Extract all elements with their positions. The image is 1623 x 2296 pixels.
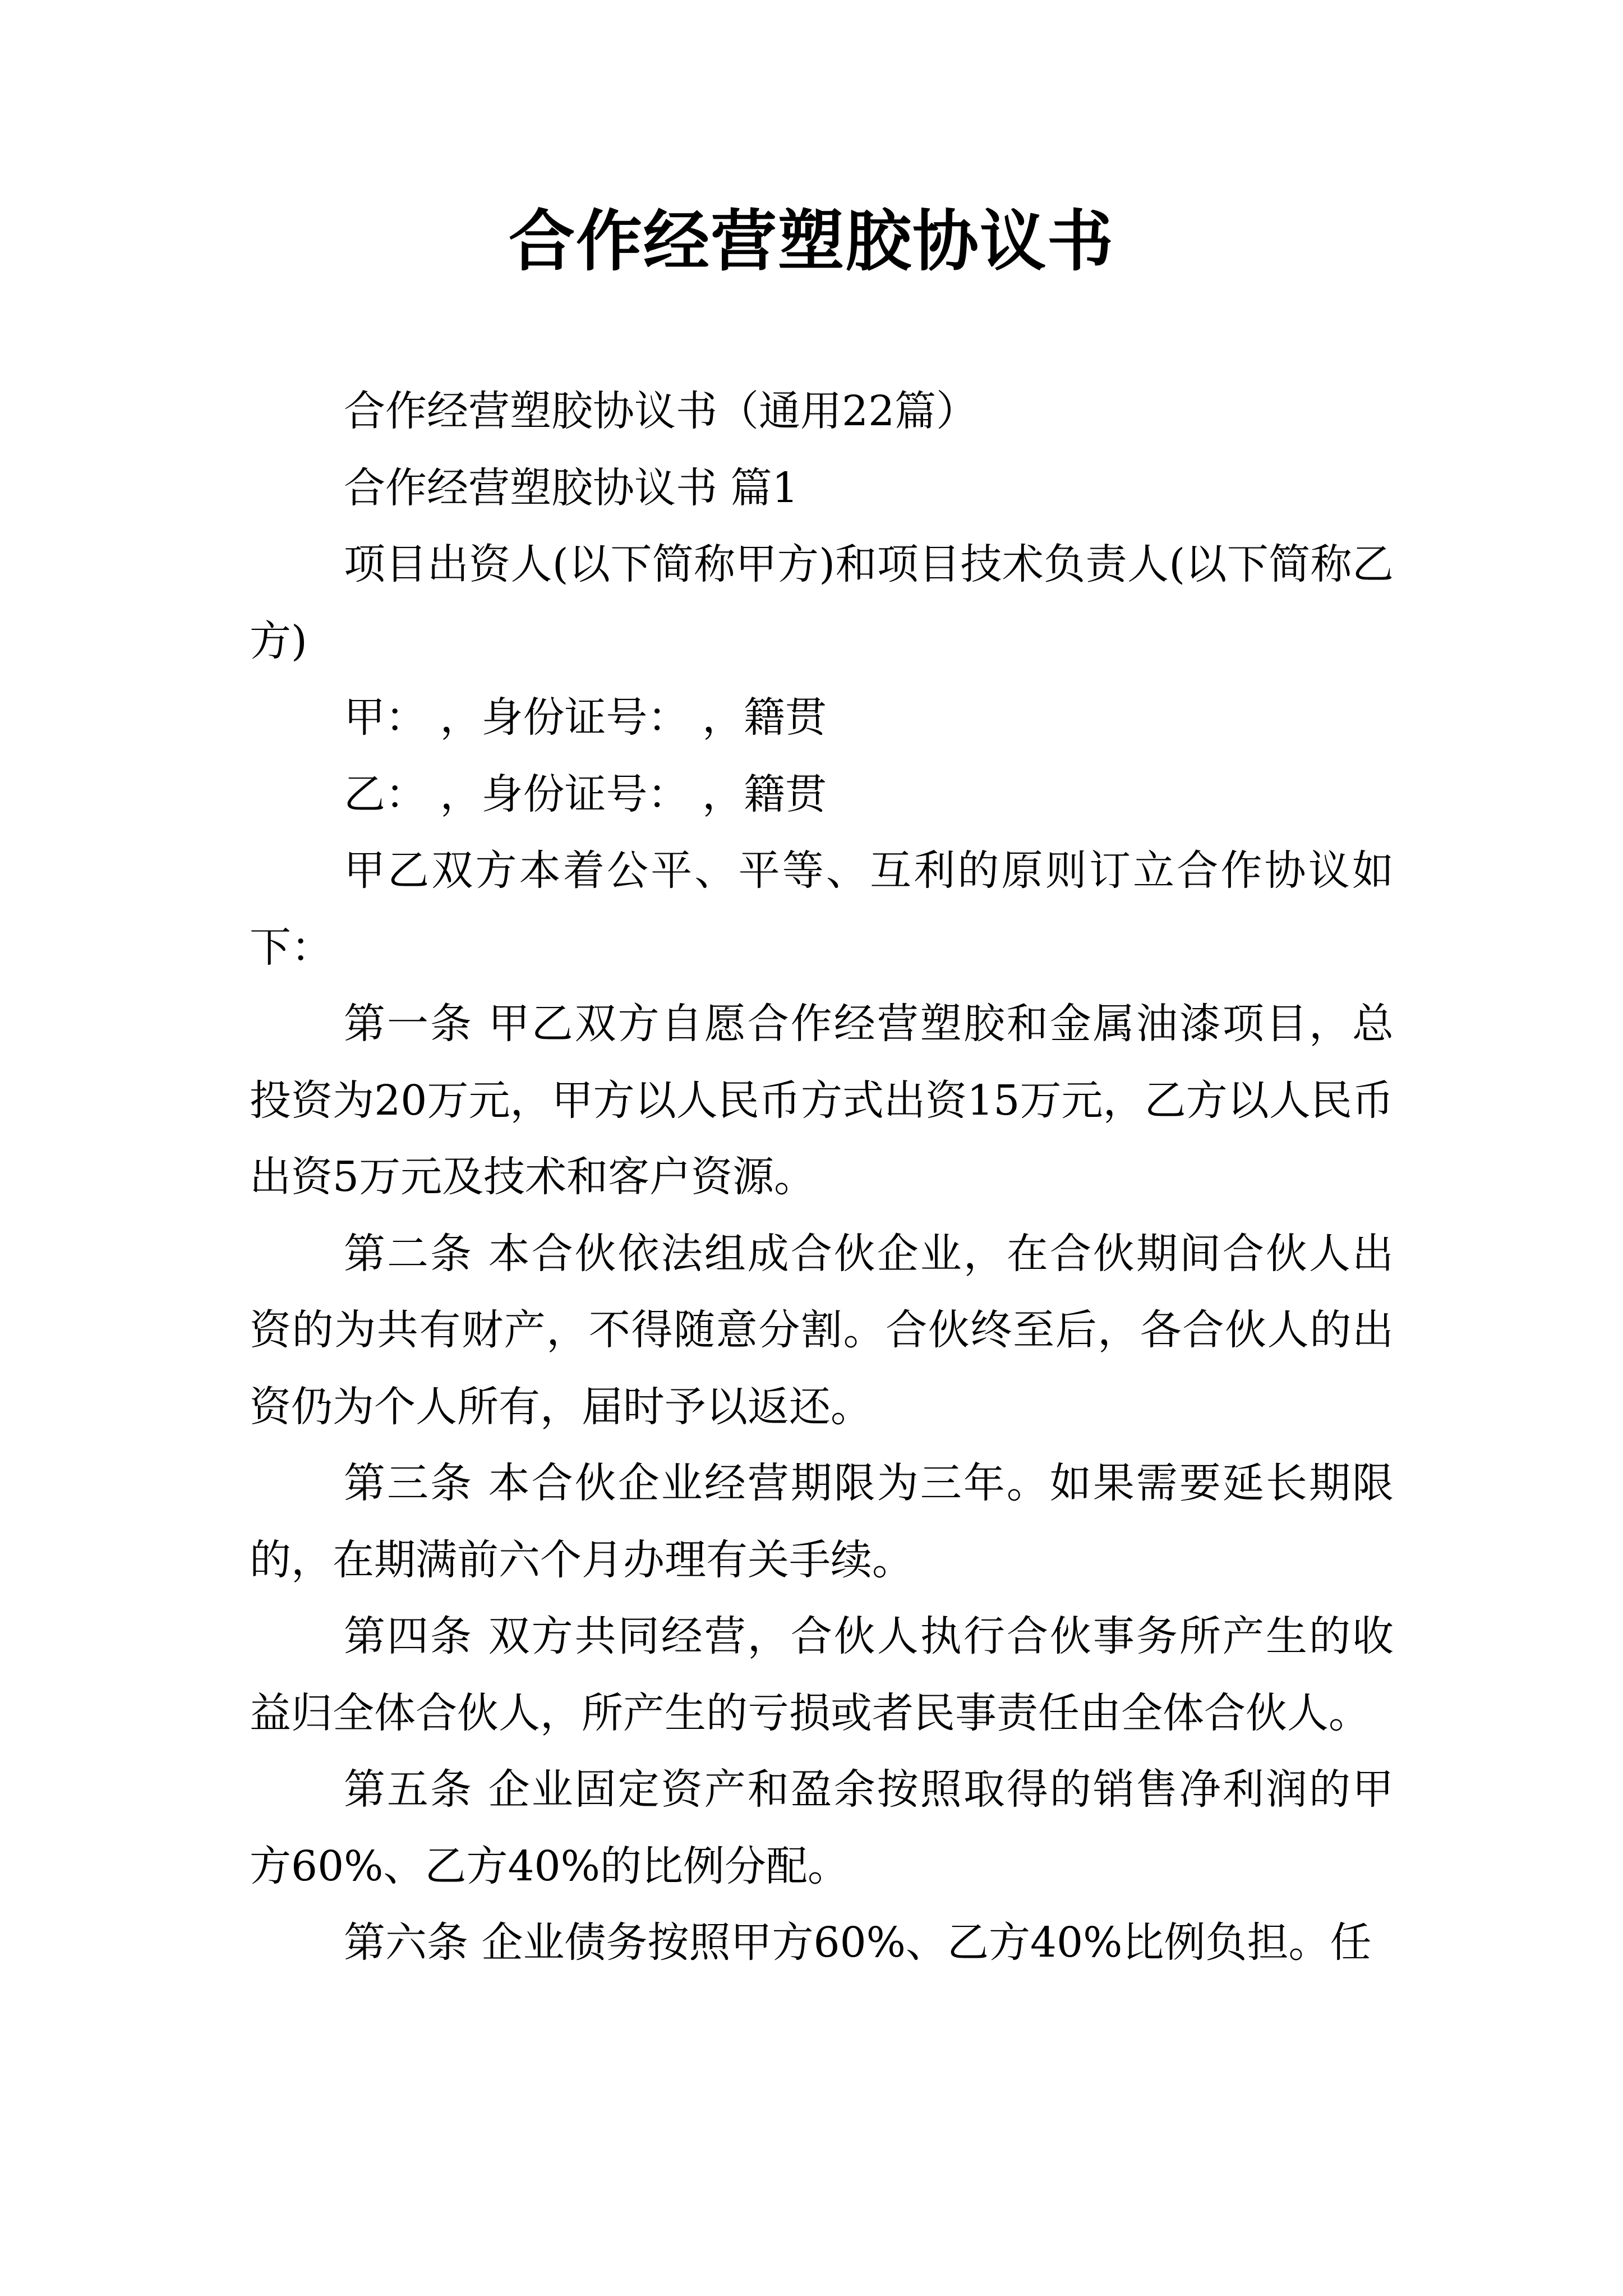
paragraph-parties-intro: 项目出资人(以下简称甲方)和项目技术负责人(以下简称乙方) xyxy=(250,540,1394,665)
document-body xyxy=(250,373,1394,1981)
paragraph-chapter-heading: 合作经营塑胶协议书 篇1 xyxy=(344,463,799,512)
paragraph-subtitle: 合作经营塑胶协议书（通用22篇） xyxy=(344,387,978,435)
paragraph-article-3: 第三条 本合伙企业经营期限为三年。如果需要延长期限的，在期满前六个月办理有关手续。 xyxy=(250,1459,1394,1584)
paragraph-article-2: 第二条 本合伙依法组成合伙企业，在合伙期间合伙人出资的为共有财产，不得随意分割。合伙终至后，各合伙人的出资仍为个人所有，届时予以返还。 xyxy=(250,1229,1394,1431)
paragraph-article-4: 第四条 双方共同经营，合伙人执行合伙事务所产生的收益归全体合伙人，所产生的亏损或者民事责任由全体合伙人。 xyxy=(250,1612,1394,1737)
paragraph-party-b: 乙： ，身份证号： ，籍贯 xyxy=(344,770,827,818)
paragraph-article-1: 第一条 甲乙双方自愿合作经营塑胶和金属油漆项目，总投资为20万元，甲方以人民币方式出资15万元，乙方以人民币出资5万元及技术和客户资源。 xyxy=(250,1000,1394,1201)
paragraph-article-5: 第五条 企业固定资产和盈余按照取得的销售净利润的甲方60%、乙方40%的比例分配。 xyxy=(250,1765,1394,1890)
paragraph-party-a: 甲： ，身份证号： ，籍贯 xyxy=(344,693,827,742)
paragraph-agreement-intro: 甲乙双方本着公平、平等、互利的原则订立合作协议如下： xyxy=(250,846,1394,972)
paragraph-article-6: 第六条 企业债务按照甲方60%、乙方40%比例负担。任 xyxy=(344,1918,1372,1967)
document-title: 合作经营塑胶协议书 xyxy=(508,202,1114,280)
